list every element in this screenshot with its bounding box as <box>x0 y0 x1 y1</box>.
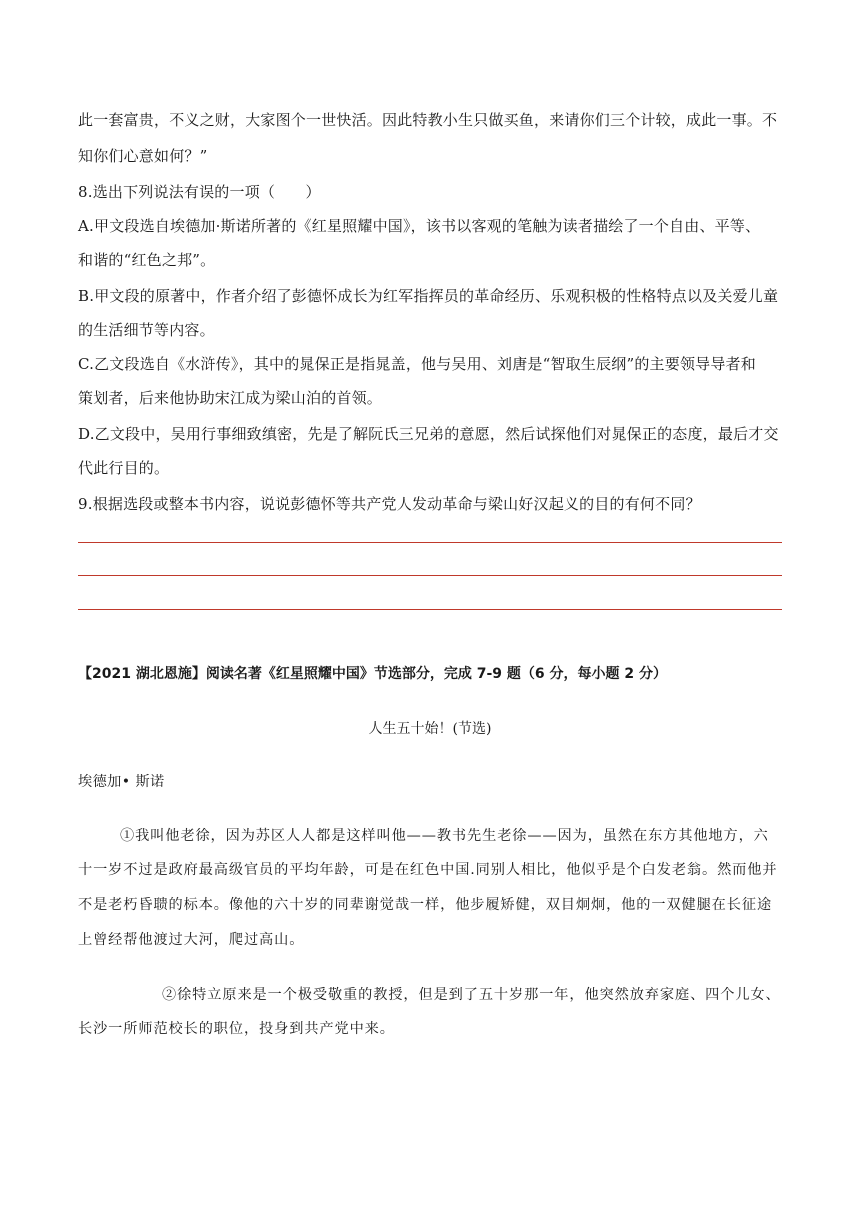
passage-line-2: 知你们心意如何？” <box>78 147 208 165</box>
paragraph-1-line-3: 不是老朽昏聩的标本。像他的六十岁的同辈谢觉哉一样，他步履矫健，双目炯炯，他的一双健腿在长征途 <box>78 897 773 913</box>
paragraph-2-line-1: ②徐特立原来是一个极受敬重的教授，但是到了五十岁那一年，他突然放弃家庭、四个儿女、 <box>162 987 781 1003</box>
section-heading: 【2021 湖北恩施】阅读名著《红星照耀中国》节选部分，完成 7-9 题（6 分，每小题 2 分） <box>78 666 667 682</box>
passage-author: 埃德加• 斯诺 <box>78 774 165 790</box>
question-9-stem: 9.根据选段或整本书内容，说说彭德怀等共产党人发动革命与梁山好汉起义的目的有何不同？ <box>78 495 701 513</box>
question-8-stem: 8.选出下列说法有误的一项（ ） <box>78 183 321 201</box>
answer-line-3[interactable] <box>78 609 782 610</box>
paragraph-1-line-1: ①我叫他老徐，因为苏区人人都是这样叫他——教书先生老徐——因为，虽然在东方其他地方，六 <box>120 828 769 844</box>
passage-title: 人生五十始！(节选) <box>368 721 492 737</box>
option-b-line-2: 的生活细节等内容。 <box>78 321 215 339</box>
passage-line-1: 此一套富贵，不义之财，大家图个一世快活。因此特教小生只做买鱼，来请你们三个计较，成此一事。不 <box>78 111 778 129</box>
option-c-line-2: 策划者，后来他协助宋江成为梁山泊的首领。 <box>78 389 383 407</box>
answer-line-2[interactable] <box>78 575 782 576</box>
option-b-line-1: B.甲文段的原著中，作者介绍了彭德怀成长为红军指挥员的革命经历、乐观积极的性格特点以及关爱儿童 <box>78 287 779 305</box>
option-a-line-2: 和谐的“红色之邦”。 <box>78 251 216 269</box>
option-d-line-1: D.乙文段中，吴用行事细致缜密，先是了解阮氏三兄弟的意愿，然后试探他们对晁保正的态度，最后才交 <box>78 425 779 443</box>
option-c-line-1: C.乙文段选自《水浒传》，其中的晁保正是指晁盖，他与吴用、刘唐是“智取生辰纲”的主要领导导者和 <box>78 355 756 373</box>
paragraph-1-line-2: 十一岁不过是政府最高级官员的平均年龄，可是在红色中国.同别人相比，他似乎是个白发老翁。然而他并 <box>78 862 778 878</box>
paragraph-2-line-2: 长沙一所师范校长的职位，投身到共产党中来。 <box>78 1021 395 1037</box>
option-a-line-1: A.甲文段选自埃德加·斯诺所著的《红星照耀中国》，该书以客观的笔触为读者描绘了一个自由、平等、 <box>78 217 761 235</box>
option-d-line-2: 代此行目的。 <box>78 459 170 477</box>
paragraph-1-line-4: 上曾经帮他渡过大河，爬过高山。 <box>78 932 305 948</box>
answer-line-1[interactable] <box>78 542 782 543</box>
